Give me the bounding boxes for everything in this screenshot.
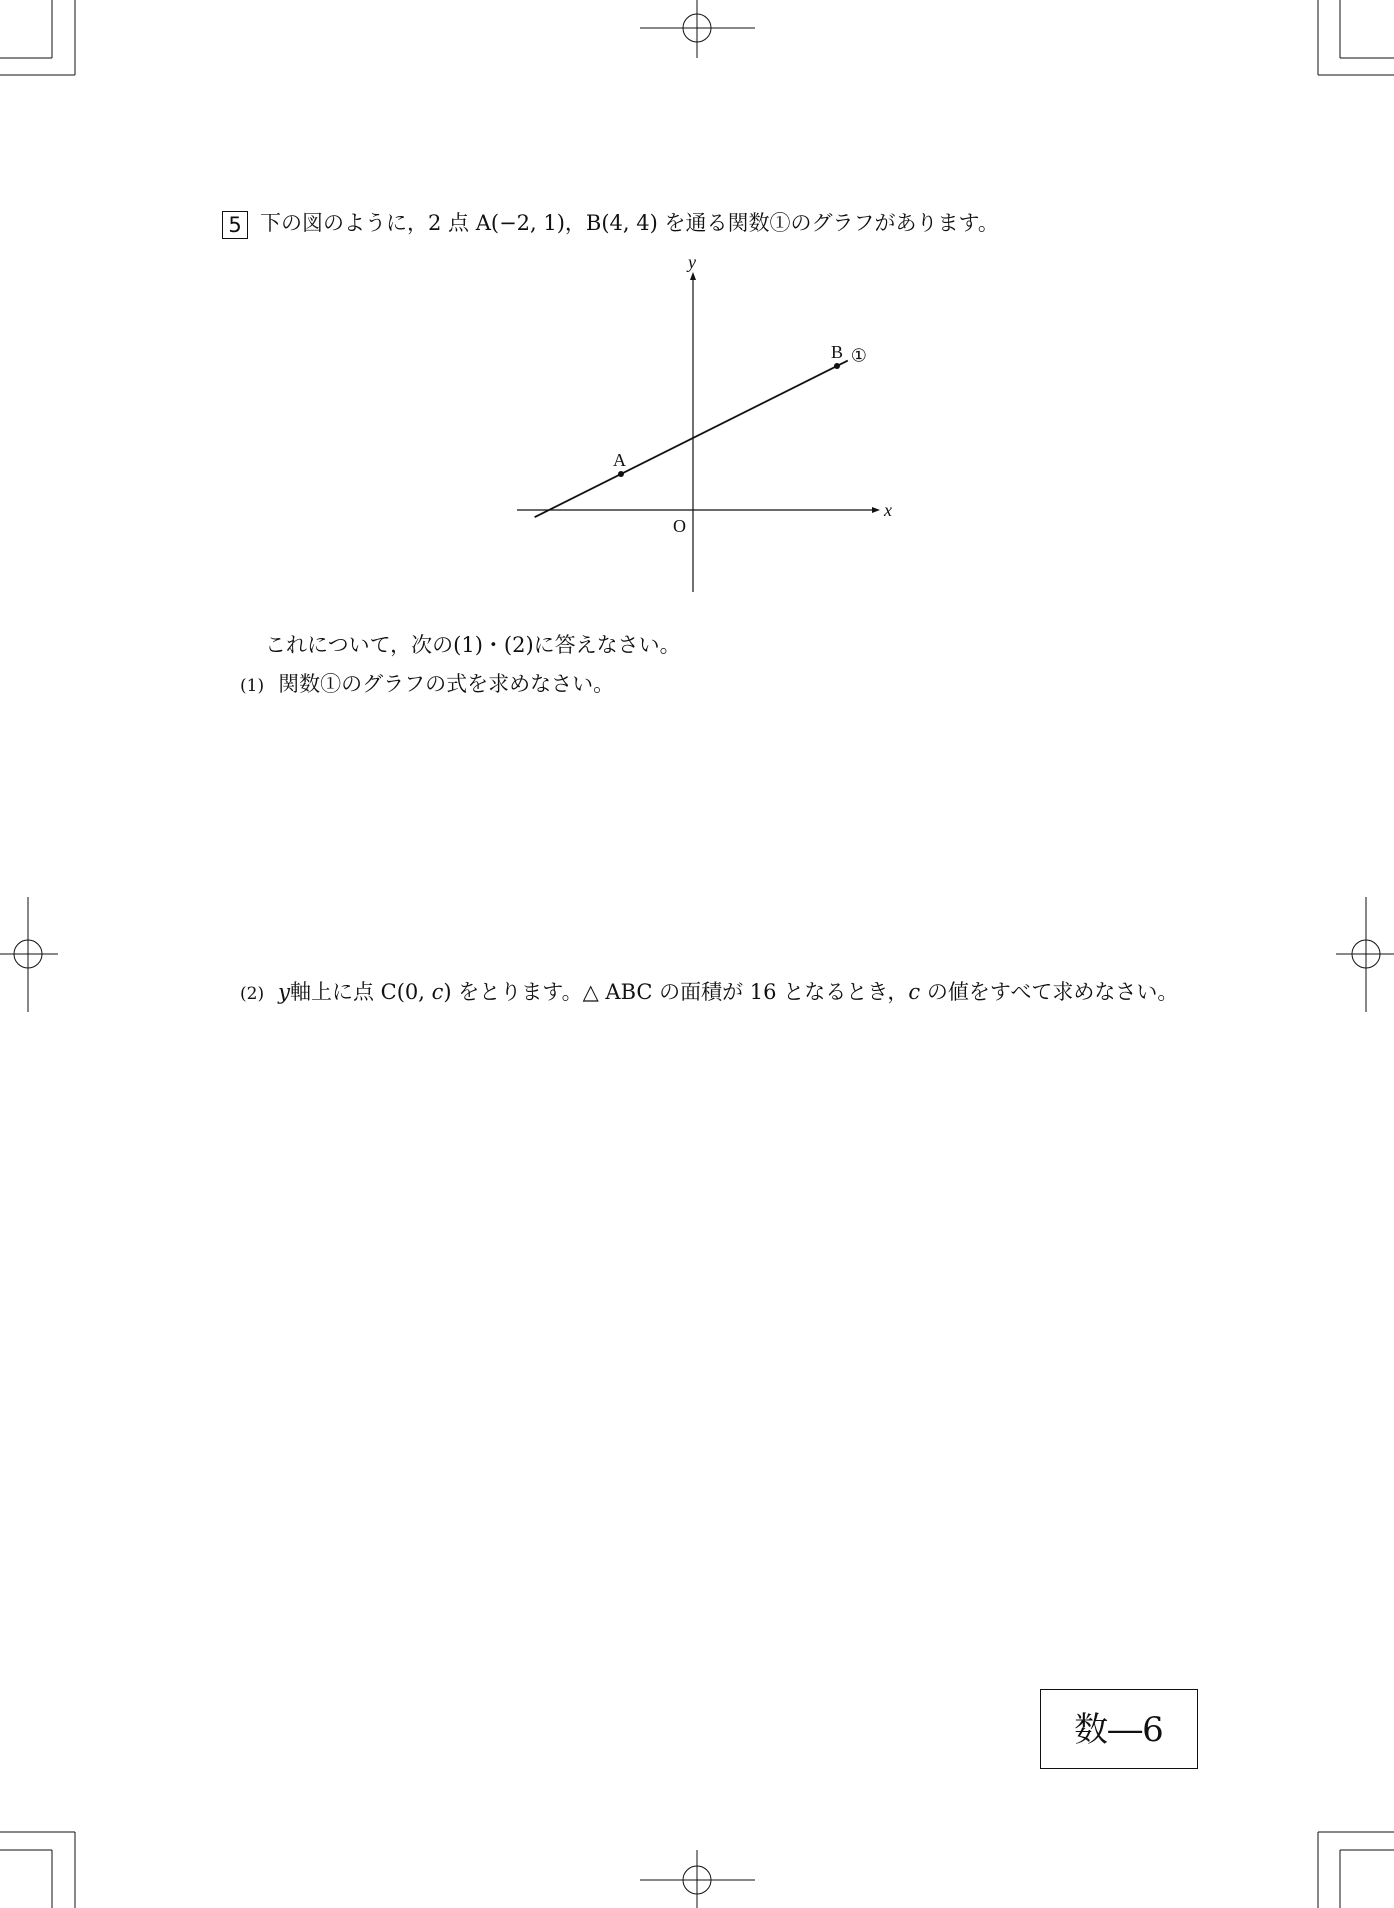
origin-label: O <box>673 516 686 536</box>
point-a-label: A <box>613 450 626 470</box>
question-2-text-c: の値をすべて求めなさい。 <box>920 980 1179 1004</box>
question-2-var-y: y <box>278 980 290 1004</box>
point-b <box>834 363 840 369</box>
question-2-text-a: 軸上に点 C(0, <box>289 980 432 1004</box>
y-axis-arrow <box>690 272 696 280</box>
question-2 <box>240 978 1178 1008</box>
line-1-label: ① <box>850 345 867 366</box>
x-axis-arrow <box>872 507 880 513</box>
line-1 <box>535 361 848 518</box>
point-a <box>618 471 624 477</box>
question-2-var-c2: c <box>908 980 921 1004</box>
problem-intro <box>222 209 999 239</box>
question-2-text-b: ) をとります。△ ABC の面積が 16 となるとき， <box>443 980 909 1004</box>
problem-number: 5 <box>222 211 248 239</box>
page-label: 数―6 <box>1040 1689 1198 1769</box>
function-graph <box>500 250 920 600</box>
instruction: これについて，次の(1)・(2)に答えなさい。 <box>265 633 681 657</box>
y-axis-label: y <box>688 252 696 272</box>
question-1 <box>240 670 614 700</box>
x-axis-label: x <box>884 500 892 520</box>
question-1-text: 関数①のグラフの式を求めなさい。 <box>278 672 615 696</box>
question-2-var-c: c <box>431 980 444 1004</box>
point-b-label: B <box>831 342 844 362</box>
question-1-label: (1) <box>240 676 265 696</box>
question-2-label: (2) <box>240 984 265 1004</box>
problem-intro-text: 下の図のように，2 点 A(−2, 1)，B(4, 4) を通る関数①のグラフがあります。 <box>260 211 999 235</box>
